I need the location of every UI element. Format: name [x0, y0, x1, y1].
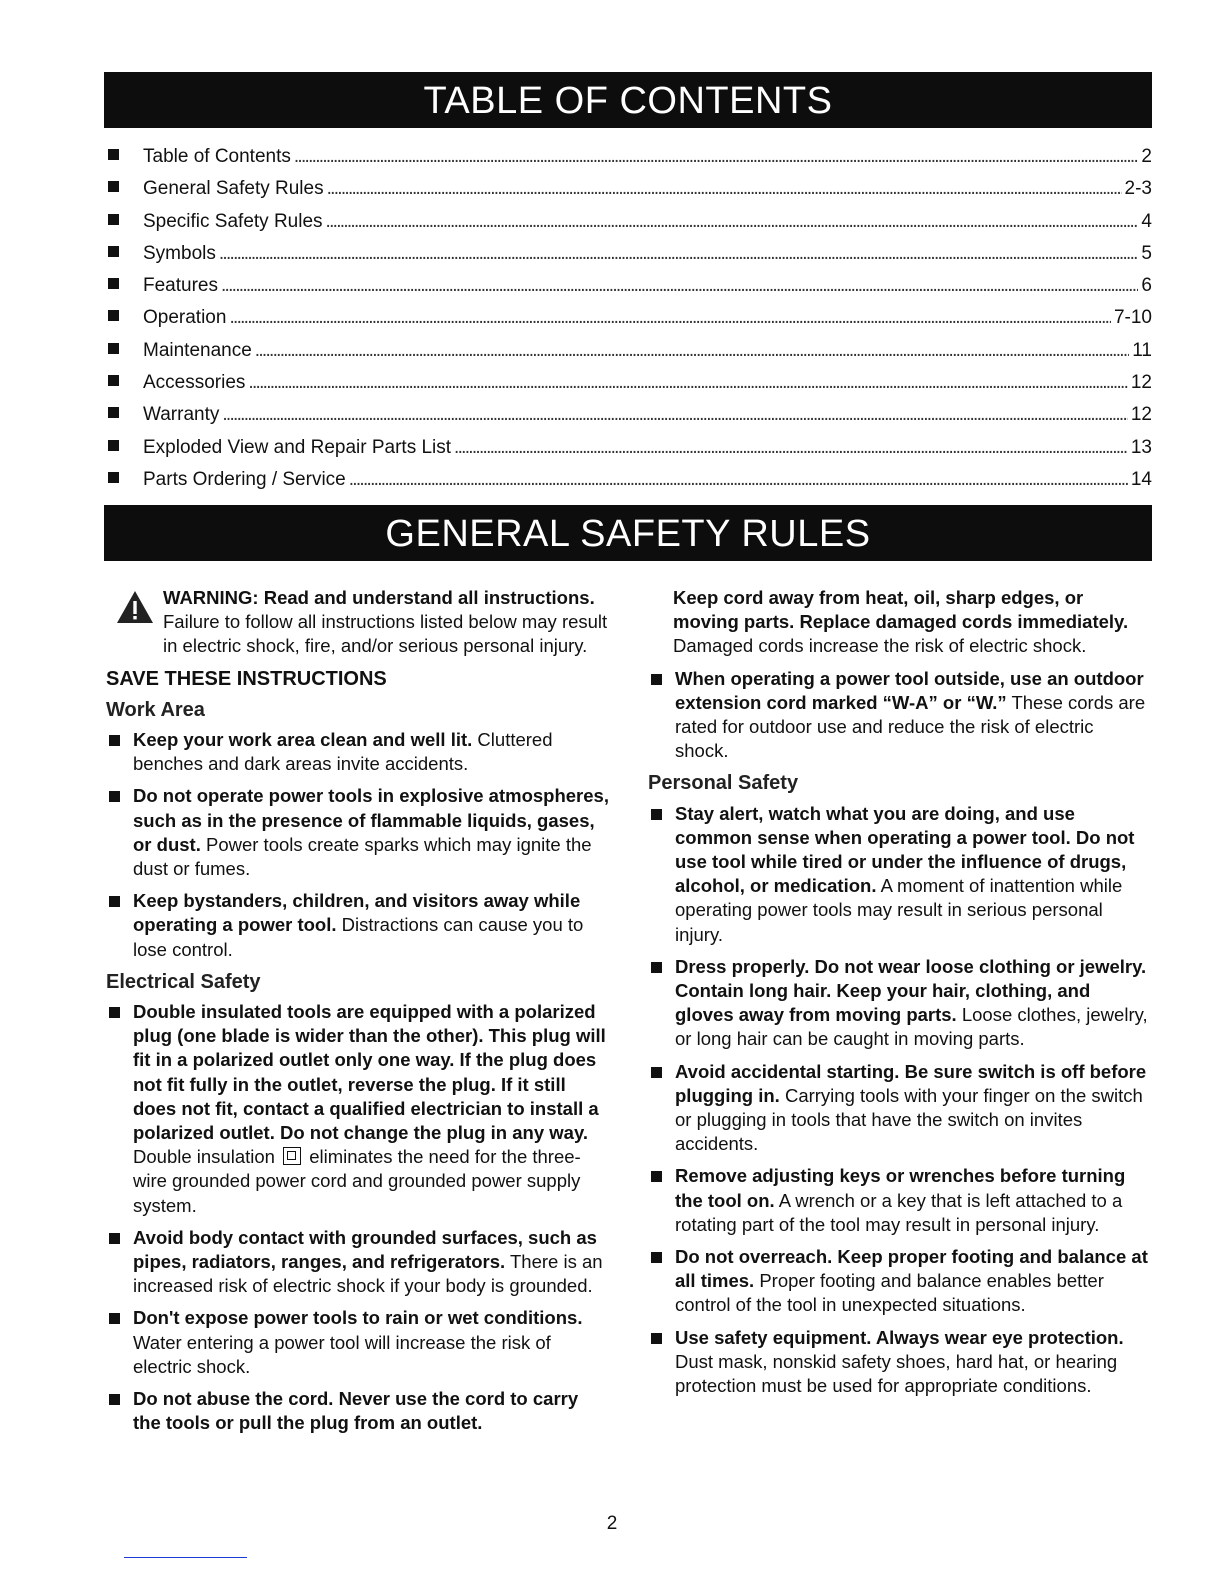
- item-bold: Keep your work area clean and well lit.: [133, 729, 473, 751]
- list-item: [106, 784, 611, 881]
- bullet-icon: [651, 809, 662, 820]
- leader-dots: [248, 367, 1127, 399]
- bullet-icon: [108, 343, 119, 354]
- list-item: [106, 1000, 611, 1218]
- list-item: [648, 1326, 1152, 1399]
- footer-rule: [124, 1557, 247, 1558]
- item-text: Loose clothes, jewelry, or long hair can be caught in moving parts.: [675, 1004, 1148, 1050]
- leader-dots: [255, 335, 1129, 367]
- leader-dots: [229, 302, 1111, 334]
- toc-label: Features: [143, 275, 218, 297]
- item-text: Dust mask, nonskid safety shoes, hard hat, or hearing protection must be used for appropriate conditions.: [675, 1350, 1118, 1397]
- list-item: [648, 1164, 1152, 1237]
- list-item-continued: [648, 586, 1152, 659]
- item-text: Distractions can cause you to lose control.: [133, 914, 584, 960]
- bullet-icon: [108, 472, 119, 483]
- bullet-icon: [109, 791, 120, 802]
- toc-label: Accessories: [143, 372, 246, 394]
- toc-label: Specific Safety Rules: [143, 210, 323, 232]
- item-text: There is an increased risk of electric shock if your body is grounded.: [133, 1251, 603, 1297]
- bullet-icon: [109, 1394, 120, 1405]
- toc-item[interactable]: [108, 464, 1152, 496]
- electrical-list: [106, 1226, 611, 1436]
- bullet-icon: [108, 181, 119, 192]
- bullet-icon: [108, 407, 119, 418]
- bullet-icon: [651, 1252, 662, 1263]
- bullet-icon: [651, 674, 662, 685]
- bullet-icon: [108, 375, 119, 386]
- electrical-safety-heading: Electrical Safety: [106, 970, 261, 993]
- item-text: A moment of inattention while operating power tools may result in serious personal injury.: [675, 875, 1123, 945]
- bullet-icon: [108, 214, 119, 225]
- bullet-icon: [109, 896, 120, 907]
- toc-label: Warranty: [143, 404, 220, 426]
- leader-dots: [349, 464, 1128, 496]
- list-item: [106, 1387, 611, 1435]
- warning-block: [106, 586, 611, 659]
- item-bold: Do not overreach. Keep proper footing and balance at all times.: [675, 1246, 1148, 1292]
- bullet-icon: [109, 1007, 120, 1018]
- toc-page: 14: [1130, 468, 1152, 490]
- item-text: Cluttered benches and dark areas invite accidents.: [133, 729, 553, 775]
- leader-dots: [221, 270, 1138, 302]
- toc-banner: TABLE OF CONTENTS: [104, 72, 1152, 128]
- item-bold: Use safety equipment. Always wear eye protection.: [675, 1326, 1124, 1348]
- item-bold: Don't expose power tools to rain or wet conditions.: [133, 1307, 583, 1329]
- bullet-icon: [109, 735, 120, 746]
- toc-page: 11: [1132, 339, 1152, 361]
- toc-label: Symbols: [143, 242, 216, 264]
- bullet-icon: [108, 246, 119, 257]
- list-item: [106, 728, 611, 776]
- work-area-heading: Work Area: [106, 698, 205, 721]
- personal-safety-list: [648, 802, 1152, 1399]
- toc-label: Table of Contents: [143, 146, 291, 167]
- item-text: Damaged cords increase the risk of electric shock.: [673, 635, 1087, 657]
- toc-label: Maintenance: [143, 339, 252, 361]
- toc-page: 4: [1141, 210, 1152, 232]
- toc-page: 12: [1130, 404, 1152, 426]
- toc-label: General Safety Rules: [143, 178, 324, 200]
- leader-dots: [219, 238, 1139, 270]
- bullet-icon: [109, 1313, 120, 1324]
- list-item: [648, 1060, 1152, 1157]
- list-item: [106, 889, 611, 962]
- toc-item[interactable]: [108, 367, 1152, 399]
- item-text: Double insulation: [133, 1146, 281, 1168]
- item-bold: Dress properly. Do not wear loose clothing or jewelry. Contain long hair. Keep your hair, clothing, and gloves away from moving parts.: [675, 955, 1147, 1026]
- item-text: These cords are rated for outdoor use and reduce the risk of electric shock.: [675, 691, 1146, 762]
- toc-item[interactable]: [108, 270, 1152, 302]
- item-text: Power tools create sparks which may ignite the dust or fumes.: [133, 833, 592, 880]
- bullet-icon: [108, 440, 119, 451]
- bullet-icon: [108, 278, 119, 289]
- toc-list: [108, 141, 1152, 496]
- item-bold: Avoid accidental starting. Be sure switch is off before plugging in.: [675, 1060, 1147, 1106]
- item-bold: Do not operate power tools in explosive atmospheres, such as in the presence of flammable liquids, gases, or dust.: [133, 785, 609, 855]
- page-number: 2: [606, 1513, 618, 1534]
- item-text: Proper footing and balance enables better control of the tool in unexpected situations.: [675, 1270, 1104, 1316]
- toc-item[interactable]: [108, 399, 1152, 431]
- toc-page: 7-10: [1113, 307, 1152, 329]
- item-text: A wrench or a key that is left attached to a rotating part of the tool may result in personal injury.: [675, 1189, 1123, 1235]
- toc-page: 2-3: [1124, 178, 1152, 200]
- electrical-list-2: [648, 667, 1152, 764]
- warning-text: Failure to follow all instructions listed below may result in electric shock, fire, and/or serious personal injury.: [163, 611, 608, 657]
- save-instructions-heading: SAVE THESE INSTRUCTIONS: [106, 667, 387, 690]
- item-bold: Keep bystanders, children, and visitors away while operating a power tool.: [133, 890, 581, 936]
- warning-heading: WARNING: Read and understand all instructions.: [163, 587, 595, 608]
- bullet-icon: [651, 1171, 662, 1182]
- toc-item[interactable]: [108, 238, 1152, 270]
- toc-item[interactable]: [108, 173, 1152, 205]
- toc-label: Operation: [143, 307, 227, 329]
- item-text: Water entering a power tool will increase the risk of electric shock.: [133, 1331, 551, 1377]
- toc-page: 5: [1141, 242, 1152, 264]
- bullet-icon: [109, 1233, 120, 1244]
- leader-dots: [222, 399, 1127, 431]
- toc-page: 2: [1141, 146, 1152, 167]
- item-bold: Keep cord away from heat, oil, sharp edges, or moving parts. Replace damaged cords immediately.: [673, 587, 1129, 633]
- list-item: [648, 955, 1152, 1052]
- leader-dots: [454, 432, 1128, 464]
- list-item: [106, 1226, 611, 1299]
- toc-item[interactable]: [108, 206, 1152, 238]
- toc-page: 6: [1141, 275, 1152, 297]
- bullet-icon: [108, 310, 119, 321]
- item-bold: Stay alert, watch what you are doing, and use common sense when operating a power tool. Do not use tool while tired or under the influence of drugs, alcohol, or medication.: [675, 802, 1135, 897]
- item-bold: Remove adjusting keys or wrenches before turning the tool on.: [675, 1165, 1126, 1211]
- bullet-icon: [108, 149, 119, 160]
- item-bold: Avoid body contact with grounded surfaces, such as pipes, radiators, ranges, and refrigerators.: [133, 1226, 597, 1273]
- toc-item[interactable]: [108, 302, 1152, 334]
- double-insulation-icon: [283, 1147, 301, 1165]
- work-area-list: [106, 728, 611, 962]
- warning-triangle-icon: [116, 590, 154, 624]
- item-bold: Double insulated tools are equipped with a polarized plug (one blade is wider than the other). This plug will fit in a polarized outlet only one way. If the plug does not fit fully in the outlet, reverse the plug. If it still does not fit, contact a qualified electrician to install a polarized outlet. Do not change the plug in any way.: [133, 1001, 606, 1144]
- safety-banner: GENERAL SAFETY RULES: [104, 505, 1152, 561]
- right-column: [648, 586, 1152, 1406]
- list-item: [648, 1245, 1152, 1318]
- left-column: [106, 586, 611, 1444]
- toc-item[interactable]: [108, 432, 1152, 464]
- item-text: Carrying tools with your finger on the switch or plugging in tools that have the switch on invites accidents.: [675, 1084, 1143, 1155]
- leader-dots: [326, 206, 1139, 238]
- list-item: [106, 1306, 611, 1379]
- toc-label: Exploded View and Repair Parts List: [143, 436, 452, 458]
- item-bold: Do not abuse the cord. Never use the cord to carry the tools or pull the plug from an outlet.: [133, 1388, 579, 1434]
- bullet-icon: [651, 1067, 662, 1078]
- item-bold: When operating a power tool outside, use an outdoor extension cord marked “W-A” or “W.”: [675, 667, 1144, 713]
- list-item: [648, 667, 1152, 764]
- toc-page: 13: [1130, 436, 1152, 458]
- toc-page: 12: [1130, 372, 1152, 394]
- toc-item[interactable]: [108, 141, 1152, 173]
- list-item: [648, 802, 1152, 947]
- personal-safety-heading: Personal Safety: [648, 772, 799, 795]
- bullet-icon: [651, 1333, 662, 1344]
- toc-label: Parts Ordering / Service: [143, 468, 346, 490]
- leader-dots: [294, 141, 1139, 173]
- leader-dots: [327, 173, 1122, 205]
- bullet-icon: [651, 962, 662, 973]
- toc-item[interactable]: [108, 335, 1152, 367]
- item-text: eliminates the need for the three-wire grounded power cord and grounded power supply system.: [133, 1146, 581, 1216]
